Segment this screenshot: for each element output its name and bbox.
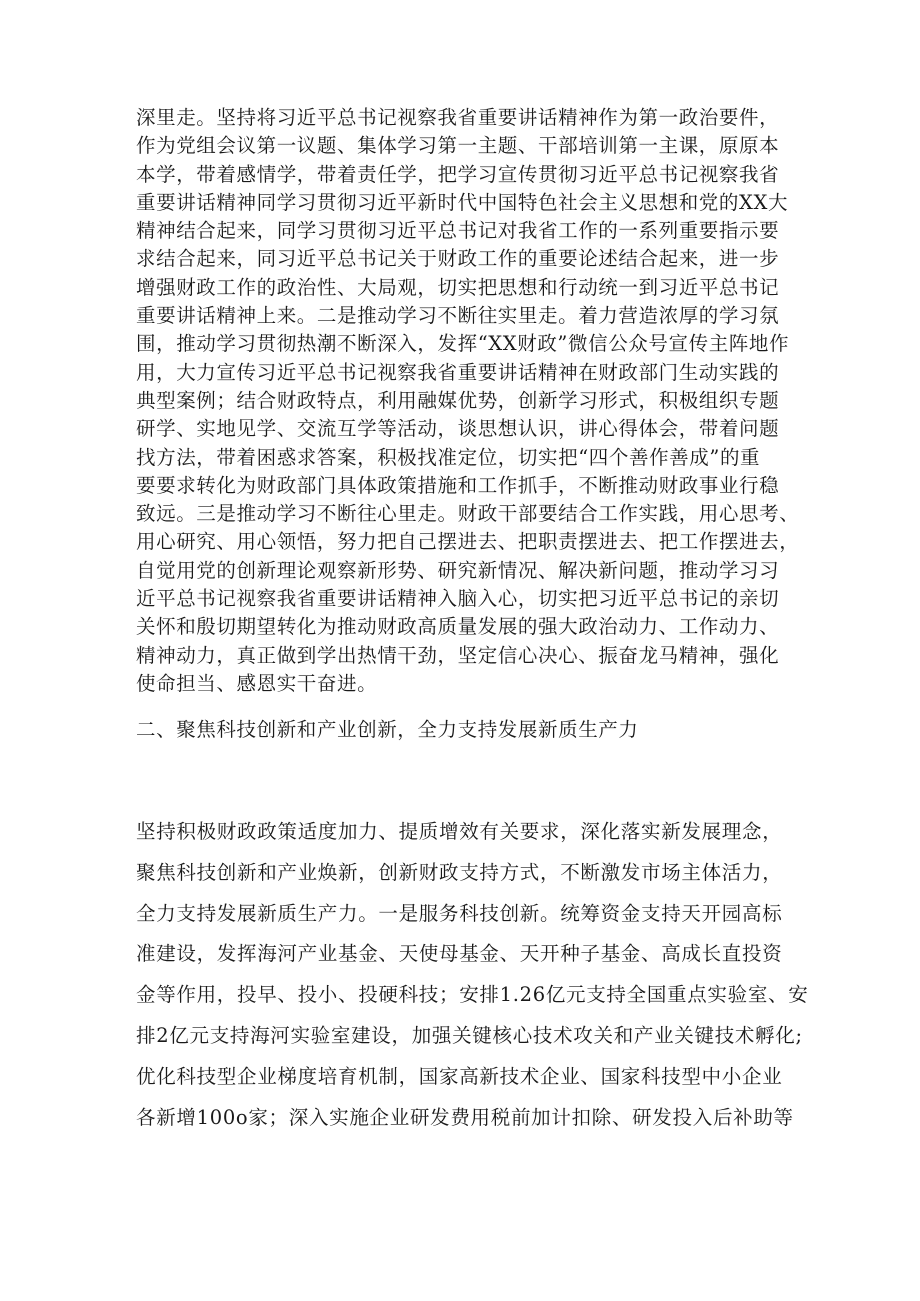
text-line: 聚焦科技创新和产业焕新，创新财政支持方式，不断激发市场主体活力， <box>136 860 783 884</box>
text-line: 使命担当、感恩实干奋进。 <box>136 671 378 695</box>
text-line: 精神结合起来，同学习贯彻习近平总书记对我省工作的一系列重要指示要 <box>136 219 780 243</box>
body-paragraph-1 <box>136 104 800 698</box>
text-line: 增强财政工作的政治性、大局观，切实把思想和行动统一到习近平总书记 <box>136 275 780 299</box>
text-line: 找方法，带着困惑求答案，积极找准定位，切实把“四个善作善成”的重 <box>136 445 761 469</box>
text-line: 金等作用，投早、投小、投硬科技；安排1.26亿元支持全国重点实验室、安 <box>136 983 809 1007</box>
text-line: 坚持积极财政政策适度加力、提质增效有关要求，深化落实新发展理念， <box>136 820 783 843</box>
text-line: 自觉用党的创新理论观察新形势、研究新情况、解决新问题，推动学习习 <box>136 558 780 582</box>
text-line: 致远。三是推动学习不断往心里走。财政干部要结合工作实践，用心思考、 <box>136 502 800 526</box>
text-line: 用心研究、用心领悟，努力把自己摆进去、把职责摆进去、把工作摆进去， <box>136 530 800 554</box>
section-heading: 二、聚焦科技创新和产业创新，全力支持发展新质生产力 <box>136 718 639 741</box>
text-line: 关怀和殷切期望转化为推动财政高质量发展的强大政治动力、工作动力、 <box>136 615 780 639</box>
text-line: 围，推动学习贯彻热潮不断深入，发挥“XX财政”微信公众号宣传主阵地作 <box>136 332 790 356</box>
text-line: 全力支持发展新质生产力。一是服务科技创新。统筹资金支持天开园高标 <box>136 901 783 925</box>
text-line: 典型案例；结合财政特点，利用融媒优势，创新学习形式，积极组织专题 <box>136 388 780 412</box>
text-line: 精神动力，真正做到学出热情干劲，坚定信心决心、振奋龙马精神，强化 <box>136 643 780 667</box>
text-line: 作为党组会议第一议题、集体学习第一主题、干部培训第一主课，原原本 <box>136 134 780 158</box>
text-line: 优化科技型企业梯度培育机制，国家高新技术企业、国家科技型中小企业 <box>136 1064 783 1088</box>
text-line: 排2亿元支持海河实验室建设，加强关键核心技术攻关和产业关键技术孵化; <box>136 1023 803 1047</box>
text-line: 用，大力宣传习近平总书记视察我省重要讲话精神在财政部门生动实践的 <box>136 360 780 384</box>
text-line: 研学、实地见学、交流互学等活动，谈思想认识，讲心得体会，带着问题 <box>136 417 780 441</box>
text-line: 重要讲话精神上来。二是推动学习不断往实里走。着力营造浓厚的学习氛 <box>136 304 780 328</box>
text-line: 近平总书记视察我省重要讲话精神入脑入心，切实把习近平总书记的亲切 <box>136 587 780 611</box>
text-line: 重要讲话精神同学习贯彻习近平新时代中国特色社会主义思想和党的XX大 <box>136 190 789 214</box>
text-line: 要要求转化为财政部门具体政策措施和工作抓手，不断推动财政事业行稳 <box>136 473 780 497</box>
text-line: 准建设，发挥海河产业基金、天使母基金、天开种子基金、高成长直投资 <box>136 942 783 966</box>
text-line: 本学，带着感情学，带着责任学，把学习宣传贯彻习近平总书记视察我省 <box>136 162 780 186</box>
text-line: 各新增100o家；深入实施企业研发费用税前加计扣除、研发投入后补助等 <box>136 1105 794 1129</box>
text-line: 深里走。坚持将习近平总书记视察我省重要讲话精神作为第一政治要件， <box>136 106 780 129</box>
body-paragraph-2 <box>136 812 809 1138</box>
text-line: 求结合起来，同习近平总书记关于财政工作的重要论述结合起来，进一步 <box>136 247 780 271</box>
